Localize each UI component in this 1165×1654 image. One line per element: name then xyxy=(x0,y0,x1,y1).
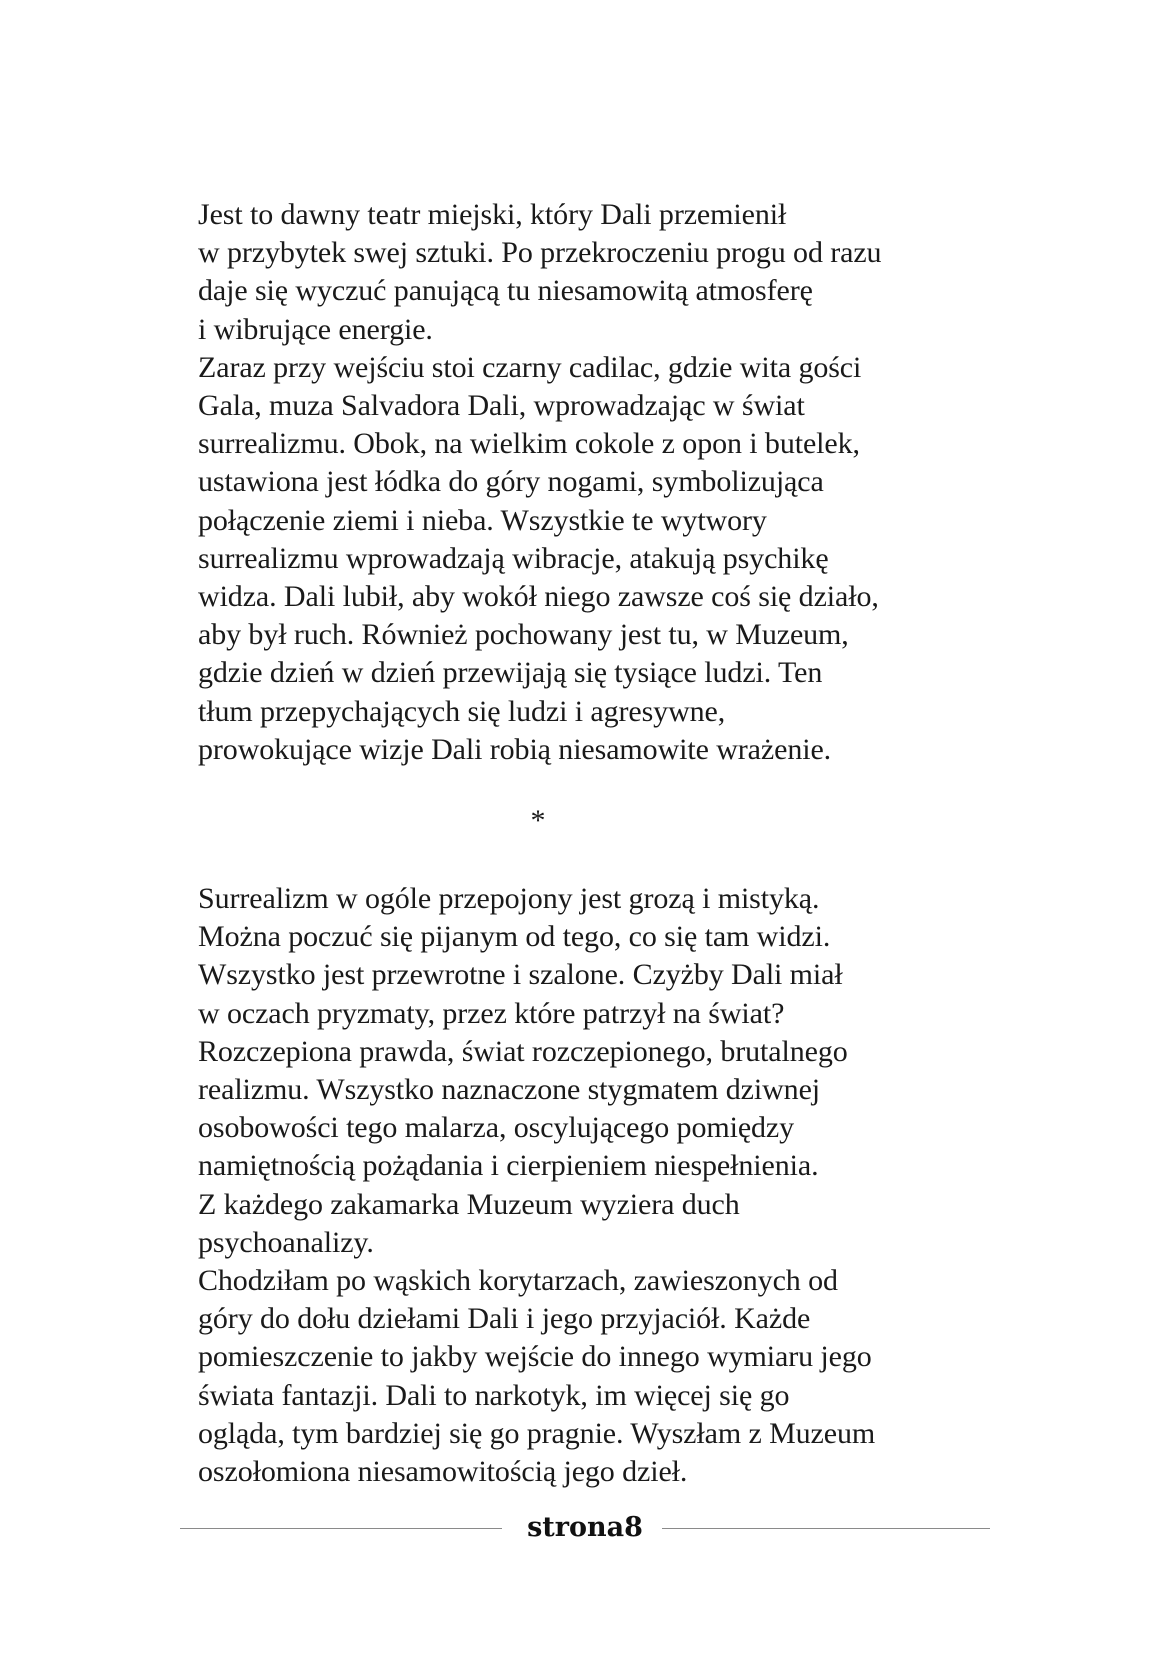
paragraph-1 xyxy=(198,196,998,769)
paragraph-2 xyxy=(198,880,998,1491)
text-line: surrealizmu. Obok, na wielkim cokole z opon i butelek, xyxy=(198,427,860,461)
text-line: pomieszczenie to jakby wejście do innego wymiaru jego xyxy=(198,1340,872,1374)
text-line: Surrealizm w ogóle przepojony jest grozą i mistyką. xyxy=(198,882,820,915)
page-footer xyxy=(180,1508,990,1548)
text-line: w przybytek swej sztuki. Po przekroczeniu progu od razu xyxy=(198,236,882,270)
text-line: oszołomiona niesamowitością jego dzieł. xyxy=(198,1455,688,1489)
text-line: widza. Dali lubił, aby wokół niego zawsze coś się działo, xyxy=(198,580,879,614)
text-line: Gala, muza Salvadora Dali, wprowadzając w świat xyxy=(198,389,805,423)
page-number: strona8 xyxy=(527,1512,643,1543)
text-line: ustawiona jest łódka do góry nogami, symbolizująca xyxy=(198,465,824,499)
text-line: gdzie dzień w dzień przewijają się tysiące ludzi. Ten xyxy=(198,656,823,690)
footer-rule-left xyxy=(180,1528,502,1529)
text-line: połączenie ziemi i nieba. Wszystkie te wytwory xyxy=(198,503,767,537)
text-line: namiętnością pożądania i cierpieniem niespełnienia. xyxy=(198,1149,819,1183)
text-line: góry do dołu dziełami Dali i jego przyjaciół. Każde xyxy=(198,1302,811,1336)
text-line: Rozczepiona prawda, świat rozczepionego, brutalnego xyxy=(198,1034,848,1068)
text-line: ogląda, tym bardziej się go pragnie. Wyszłam z Muzeum xyxy=(198,1416,876,1450)
text-line: realizmu. Wszystko naznaczone stygmatem dziwnej xyxy=(198,1073,821,1107)
text-line: i wibrujące energie. xyxy=(198,312,433,346)
text-line: prowokujące wizje Dali robią niesamowite wrażenie. xyxy=(198,732,832,766)
text-line: Można poczuć się pijanym od tego, co się tam widzi. xyxy=(198,920,831,954)
text-line: osobowości tego malarza, oscylującego pomiędzy xyxy=(198,1111,795,1145)
text-line: daje się wyczuć panującą tu niesamowitą atmosferę xyxy=(198,274,813,308)
text-line: Chodziłam po wąskich korytarzach, zawieszonych od xyxy=(198,1264,838,1298)
text-line: surrealizmu wprowadzają wibracje, atakują psychikę xyxy=(198,541,829,575)
text-line: Jest to dawny teatr miejski, który Dali przemienił xyxy=(198,198,787,231)
text-line: świata fantazji. Dali to narkotyk, im więcej się go xyxy=(198,1378,790,1412)
text-line: w oczach pryzmaty, przez które patrzył na świat? xyxy=(198,996,785,1030)
footer-rule-right xyxy=(662,1528,990,1529)
text-line: psychoanalizy. xyxy=(198,1225,374,1259)
text-line: aby był ruch. Również pochowany jest tu, w Muzeum, xyxy=(198,618,849,652)
text-line: Wszystko jest przewrotne i szalone. Czyżby Dali miał xyxy=(198,958,843,992)
text-line: tłum przepychających się ludzi i agresywne, xyxy=(198,694,726,728)
text-line: Z każdego zakamarka Muzeum wyziera duch xyxy=(198,1187,740,1221)
text-line: Zaraz przy wejściu stoi czarny cadilac, gdzie wita gości xyxy=(198,350,862,384)
section-separator: * xyxy=(530,804,546,837)
